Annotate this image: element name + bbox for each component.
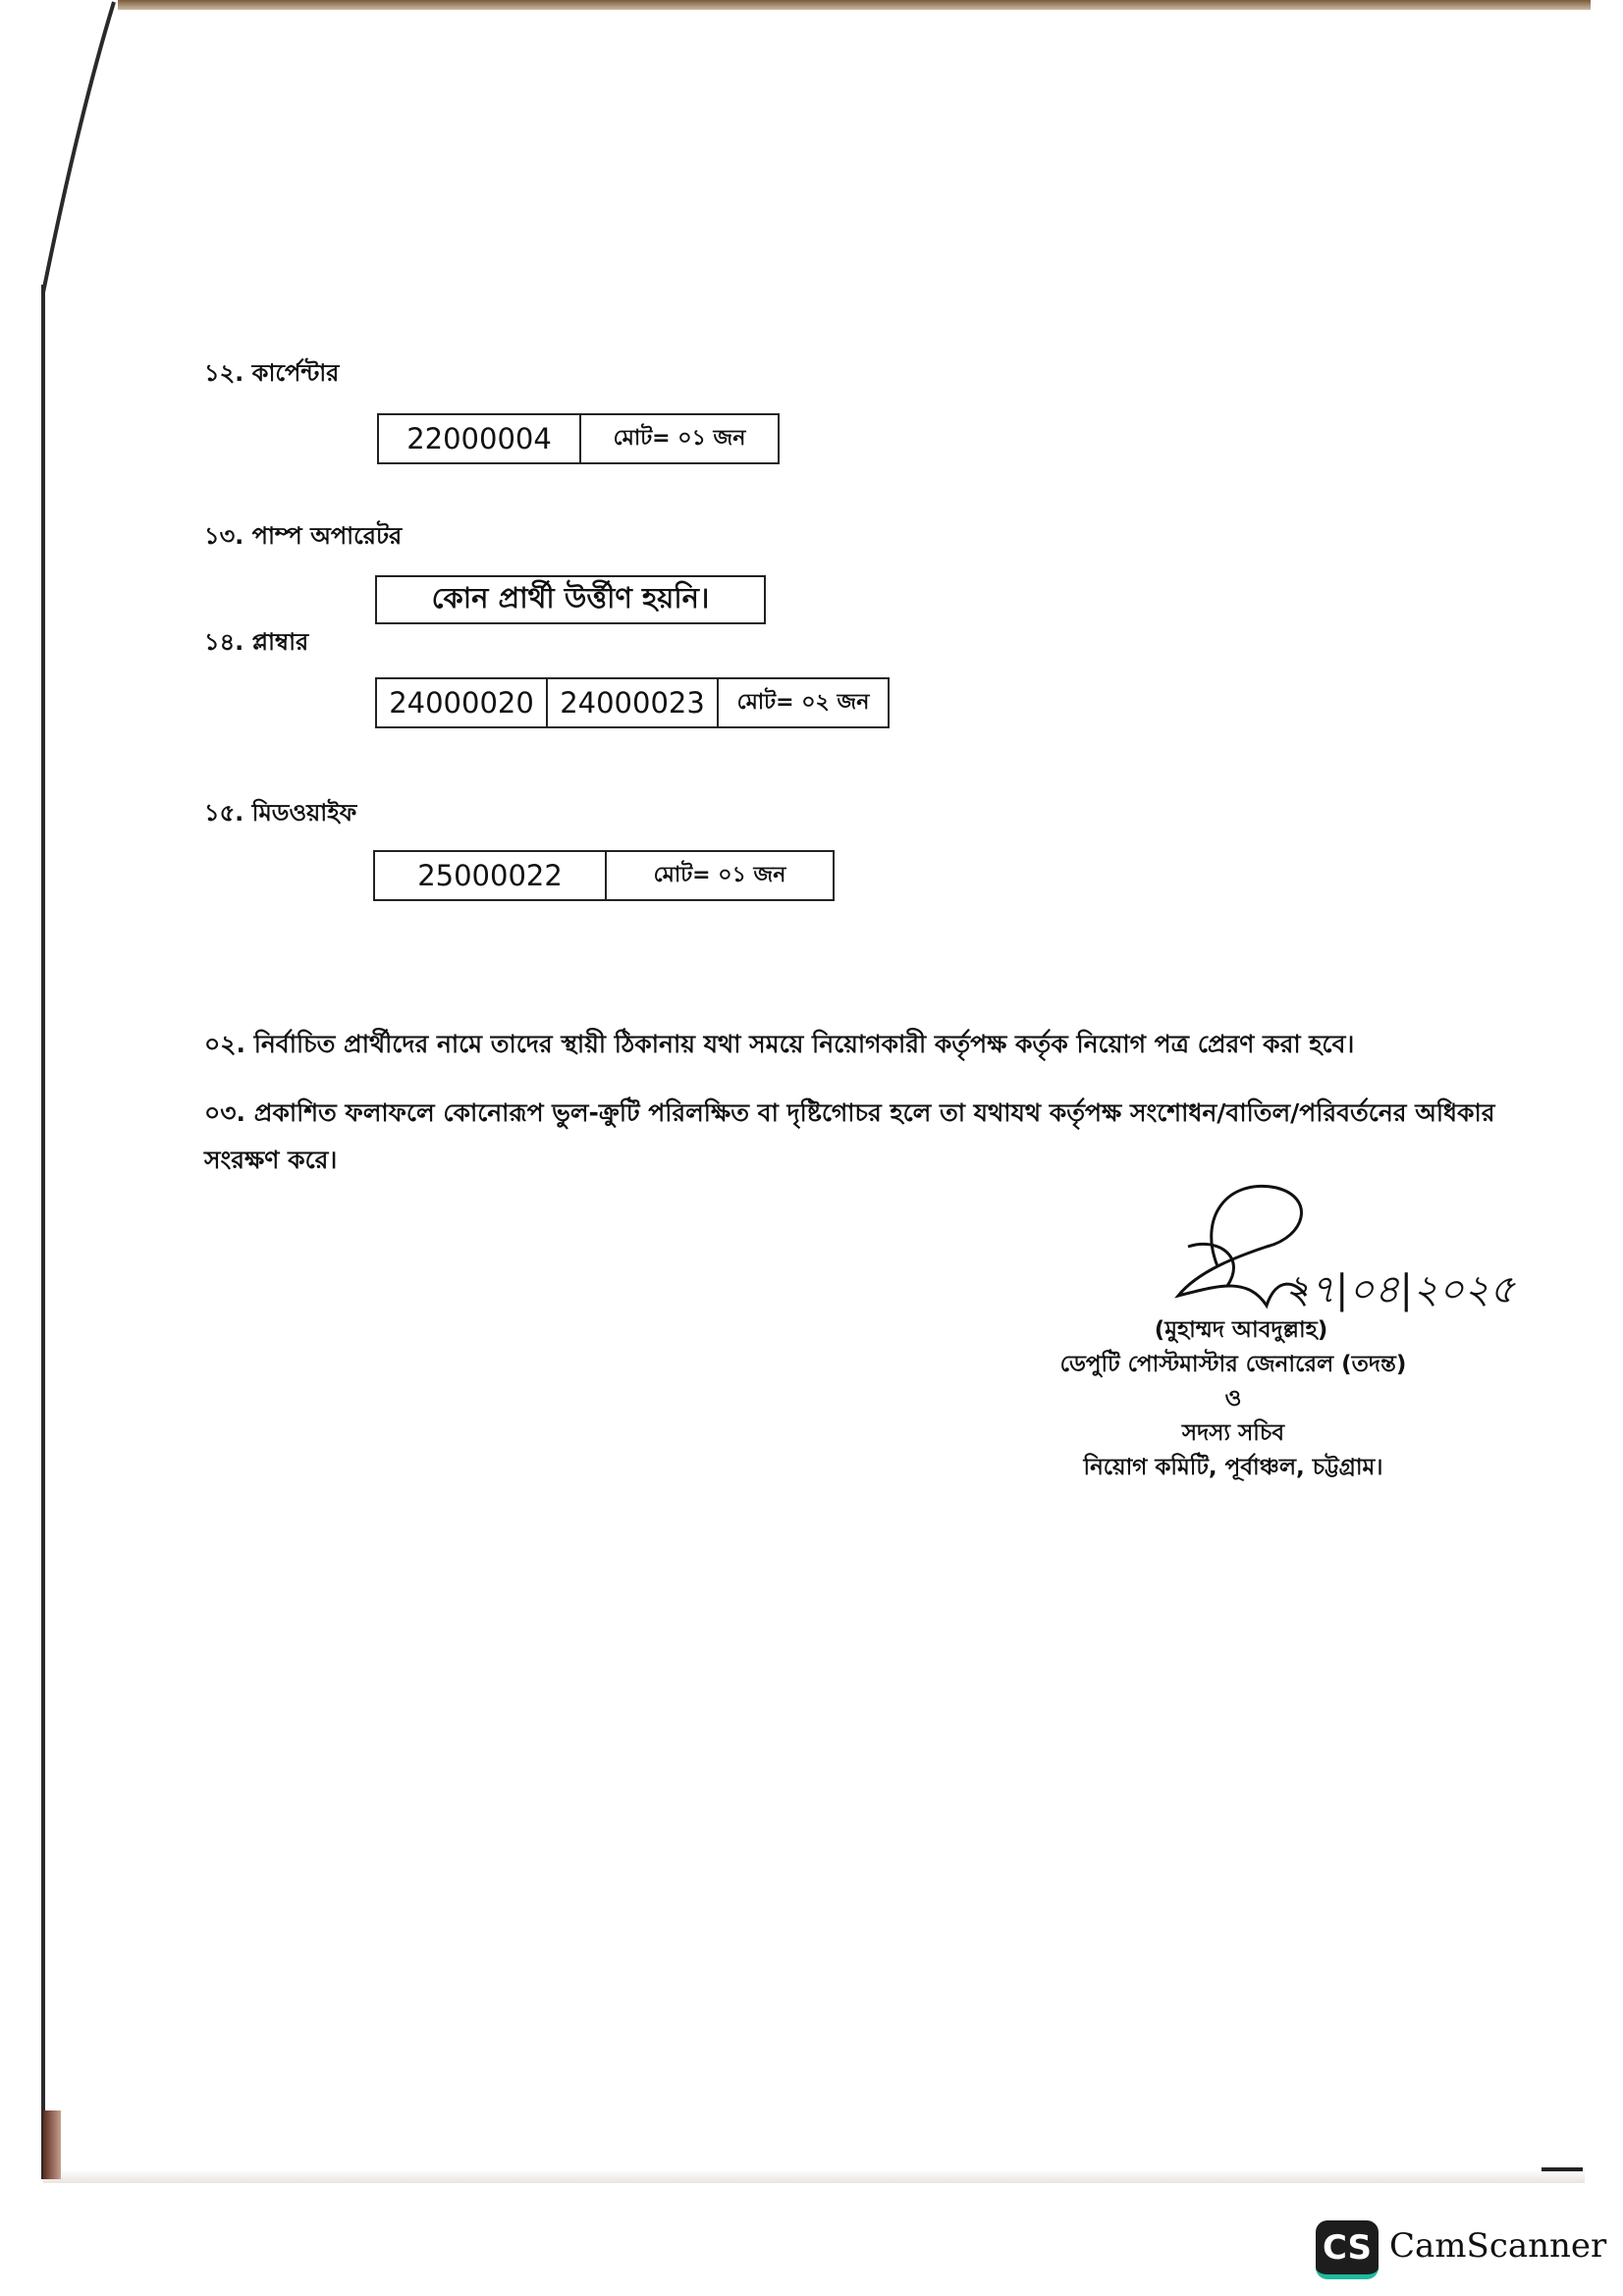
scan-top-shadow — [118, 0, 1591, 10]
scan-left-edge — [41, 285, 45, 2179]
paragraph-02: ০২. নির্বাচিত প্রার্থীদের নামে তাদের স্থায়ী ঠিকানায় যথা সময়ে নিয়োগকারী কর্তৃপক্ষ কর্তৃক নিয়োগ পত্র প্রেরণ করা হবে। — [204, 1030, 1355, 1058]
roll-cell: 24000023 — [548, 679, 719, 726]
total-cell: মোট= ০১ জন — [613, 425, 746, 451]
roll-cell: 24000020 — [377, 679, 548, 726]
signature-date: ২৭|০৪|২০২৫ — [1284, 1267, 1515, 1312]
section-15-heading: ১৫. মিডওয়াইফ — [204, 799, 357, 827]
section-13-heading: ১৩. পাম্প অপারেটর — [204, 522, 403, 550]
section-12-table — [377, 413, 780, 464]
section-15-table — [373, 850, 835, 901]
scan-left-curve — [39, 0, 118, 294]
section-13-notice-box — [375, 575, 766, 624]
section-14-table — [375, 677, 890, 728]
paragraph-03-line1: ০৩. প্রকাশিত ফলাফলে কোনোরূপ ভুল-ক্রুটি পরিলক্ষিত বা দৃষ্টিগোচর হলে তা যথাযথ কর্তৃপক্ষ সংশোধন/বাতিল/পরিবর্তনের অধিকার — [204, 1098, 1495, 1127]
total-cell: মোট= ০১ জন — [653, 862, 786, 887]
total-cell: মোট= ০২ জন — [736, 689, 870, 715]
scan-bottom-left-blot — [43, 2110, 61, 2179]
roll-cell: 22000004 — [379, 415, 581, 462]
signatory-title: ডেপুটি পোস্টমাস্টার জেনারেল (তদন্ত) — [1059, 1352, 1407, 1377]
signatory-role: সদস্য সচিব — [1181, 1420, 1285, 1446]
scan-bottom-edge — [43, 2169, 1585, 2183]
signatory-name: (মুহাম্মদ আবদুল্লাহ) — [1154, 1317, 1328, 1343]
signatory-conjunction: ও — [1224, 1386, 1242, 1412]
camscanner-logo: CS — [1316, 2220, 1379, 2279]
paragraph-03-line2: সংরক্ষণ করে। — [204, 1146, 338, 1174]
section-14-heading: ১৪. প্লাম্বার — [204, 628, 309, 656]
section-12-heading: ১২. কার্পেন্টার — [204, 359, 340, 387]
scan-bottom-mark — [1542, 2167, 1583, 2171]
roll-cell: 25000022 — [375, 852, 607, 899]
signatory-organization: নিয়োগ কমিটি, পূর্বাঞ্চল, চট্টগ্রাম। — [1083, 1455, 1383, 1480]
camscanner-text: CamScanner — [1389, 2226, 1607, 2266]
no-candidate-notice: কোন প্রার্থী উর্ত্তীণ হয়নি। — [431, 580, 710, 614]
